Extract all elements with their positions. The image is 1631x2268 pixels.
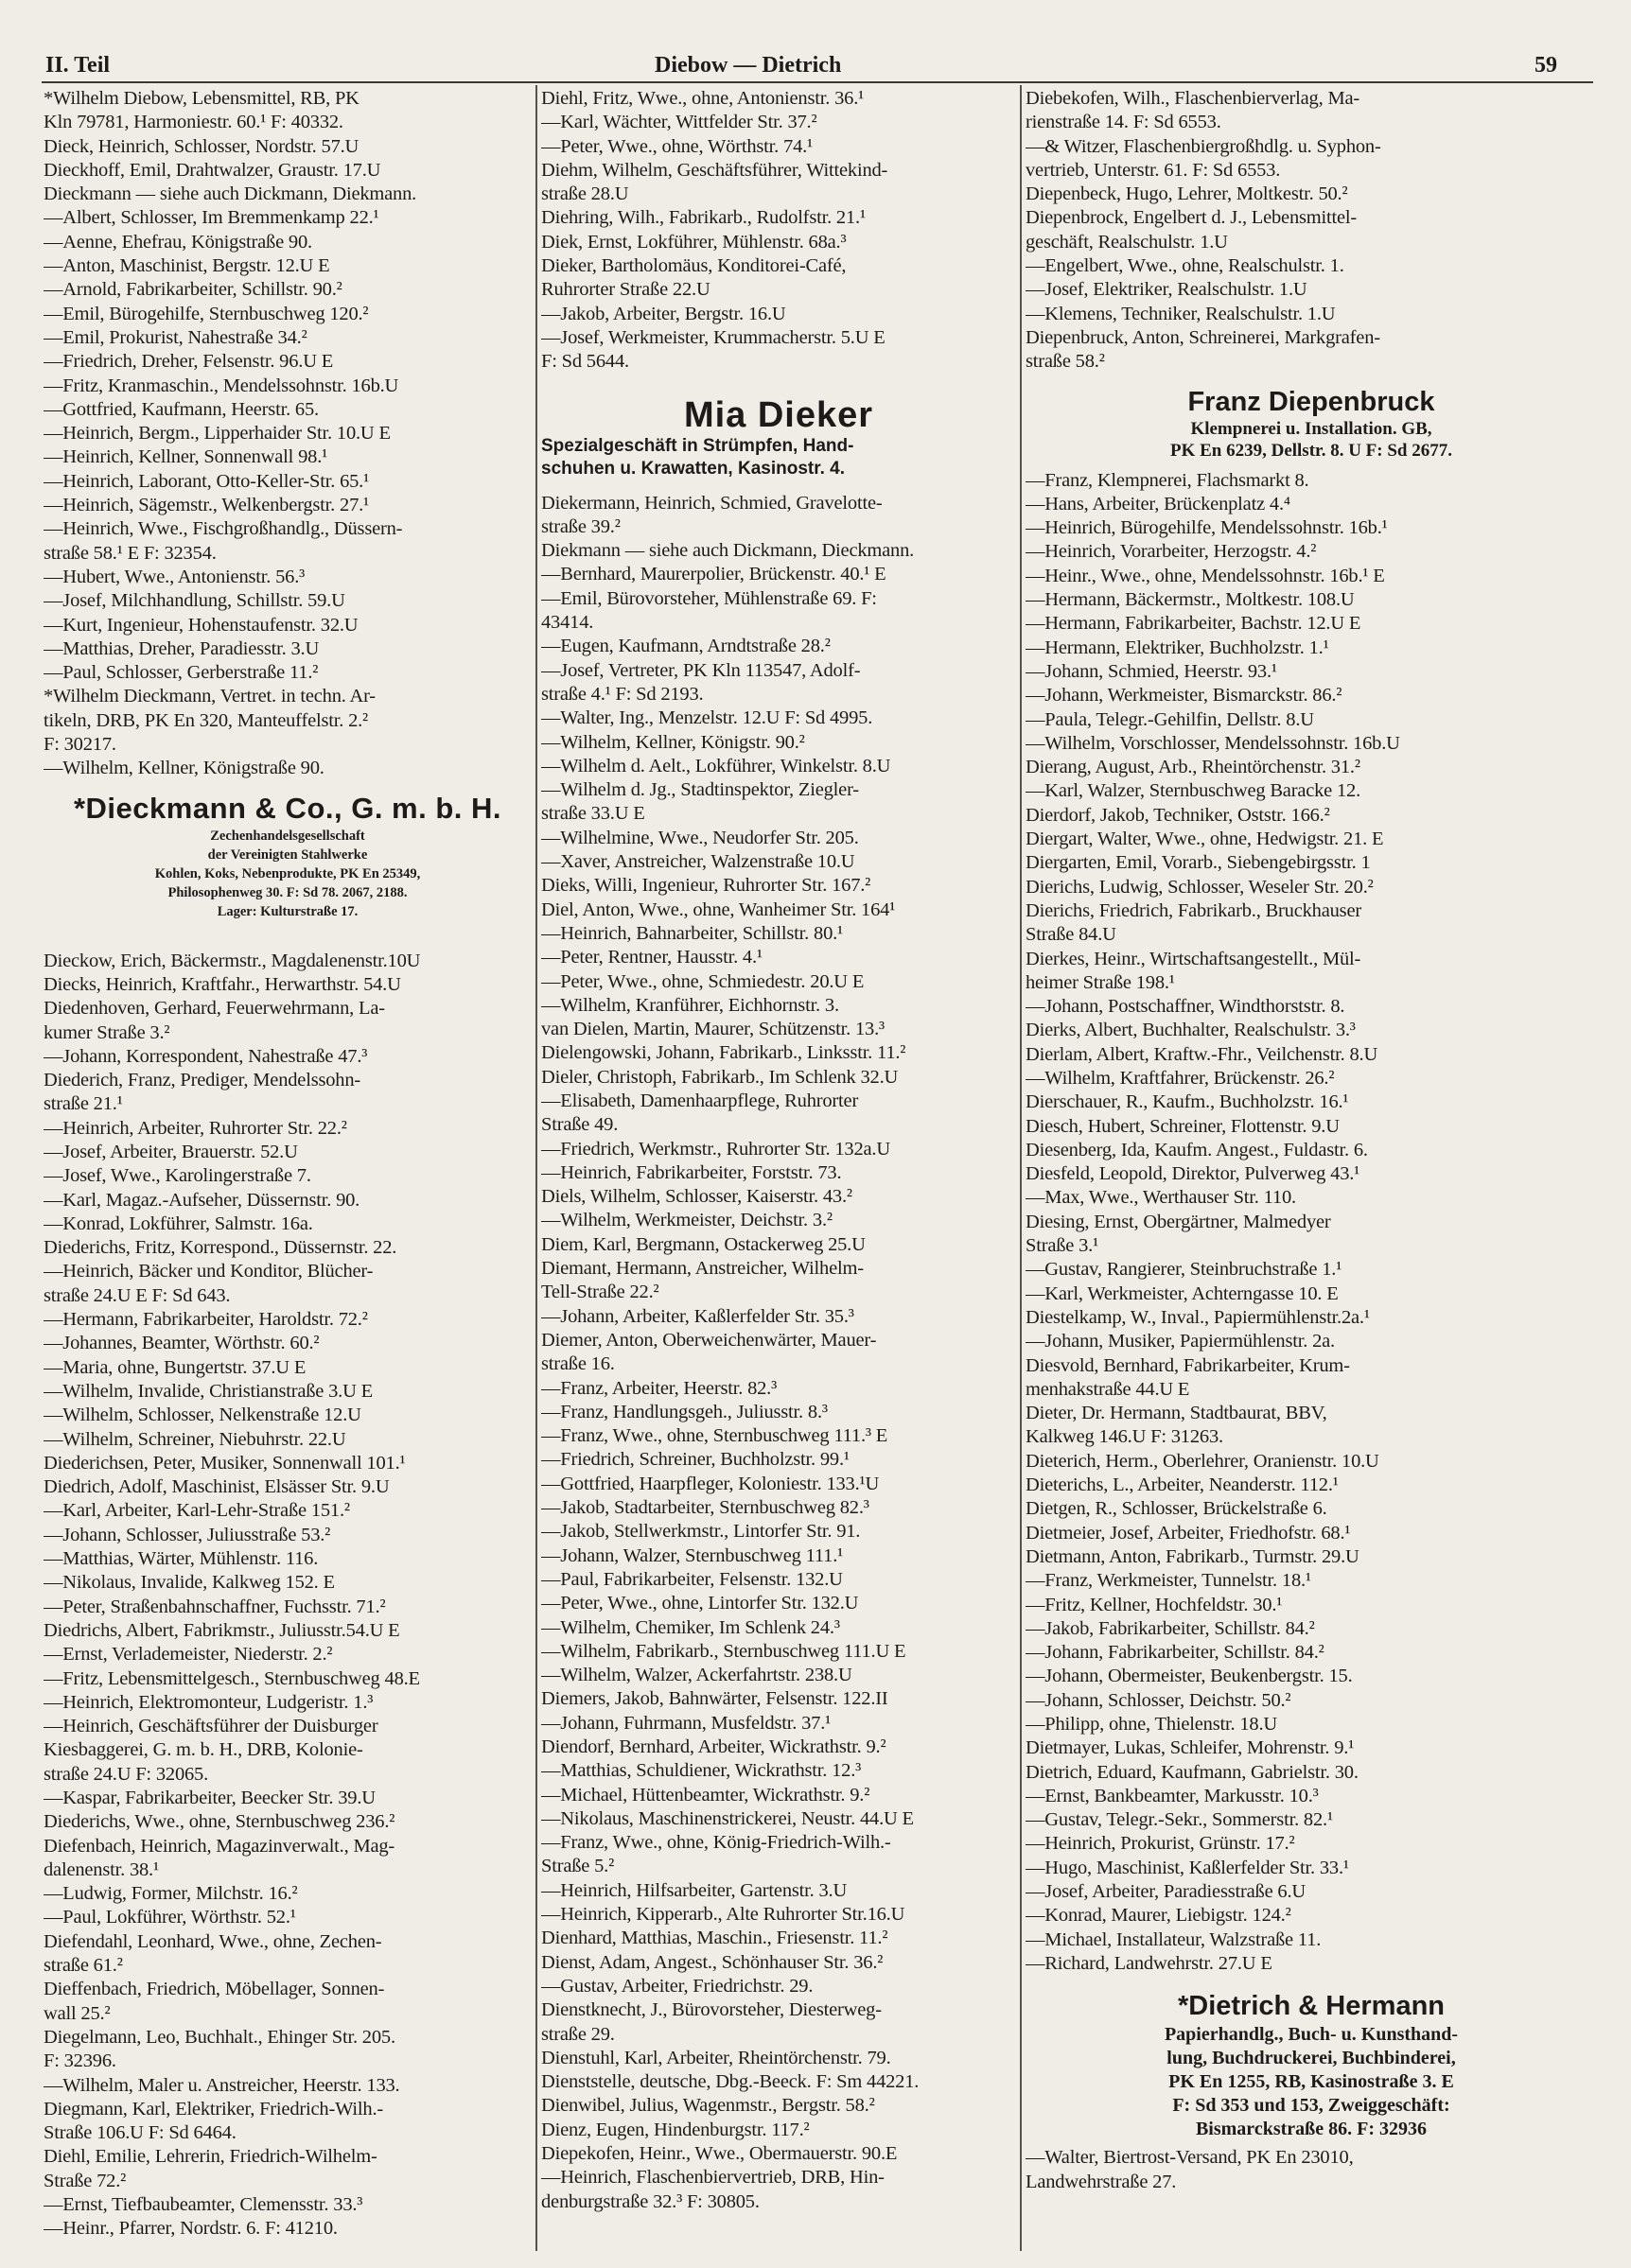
directory-entry-line: Straße 72.² <box>44 2170 127 2191</box>
directory-entry-line: —Walter, Biertrost-Versand, PK En 23010, <box>1026 2147 1354 2169</box>
directory-entry-line: Diem, Karl, Bergmann, Ostackerweg 25.U <box>541 1233 866 1255</box>
directory-entry-line: —Karl, Wächter, Wittfelder Str. 37.² <box>541 112 817 133</box>
directory-entry-line: —Johann, Postschaffner, Windthorststr. 8. <box>1026 996 1345 1018</box>
directory-entry-line: —Karl, Arbeiter, Karl-Lehr-Straße 151.² <box>44 1500 350 1522</box>
directory-entry-line: —Heinrich, Laborant, Otto-Keller-Str. 65.¹ <box>44 470 370 492</box>
directory-entry-line: Diehring, Wilh., Fabrikarb., Rudolfstr. 21.¹ <box>541 207 866 229</box>
directory-entry-line: straße 28.U <box>541 183 629 205</box>
directory-entry-line: —Kaspar, Fabrikarbeiter, Beecker Str. 39.U <box>44 1788 376 1808</box>
directory-entry-line: —Johann, Obermeister, Beukenbergstr. 15. <box>1026 1666 1353 1687</box>
directory-entry-line: —Peter, Straßenbahnschaffner, Fuchsstr. 71.² <box>44 1596 386 1617</box>
directory-entry-line: —Heinrich, Bäcker und Konditor, Blücher- <box>44 1261 374 1282</box>
directory-entry-line: —Karl, Walzer, Sternbuschweg Baracke 12. <box>1026 780 1361 802</box>
column-divider <box>1020 85 1022 2251</box>
directory-entry-line: Diesenberg, Ida, Kaufm. Angest., Fuldastr. 6. <box>1026 1139 1368 1160</box>
directory-entry-line: —Franz, Handlungsgeh., Juliusstr. 8.³ <box>541 1401 828 1422</box>
directory-entry-line: Kiesbaggerei, G. m. b. H., DRB, Kolonie- <box>44 1739 363 1761</box>
directory-entry-line: —Hermann, Fabrikarbeiter, Bachstr. 12.U E <box>1026 613 1361 635</box>
directory-entry-line: Dieffenbach, Friedrich, Möbellager, Sonnen- <box>44 1979 385 2000</box>
directory-entry-line: —Gustav, Rangierer, Steinbruchstraße 1.¹ <box>1026 1259 1342 1281</box>
directory-entry-line: —Johann, Walzer, Sternbuschweg 111.¹ <box>541 1544 844 1566</box>
directory-entry-line: —Gottfried, Kaufmann, Heerstr. 65. <box>44 398 319 420</box>
directory-entry-line: —Heinrich, Arbeiter, Ruhrorter Str. 22.² <box>44 1117 347 1139</box>
directory-entry-line: Dieckhoff, Emil, Drahtwalzer, Graustr. 17.U <box>44 159 381 181</box>
directory-entry-line: straße 39.² <box>541 515 621 537</box>
directory-entry-line: Dierichs, Friedrich, Fabrikarb., Bruckhauser <box>1026 899 1361 921</box>
directory-entry-line: —Heinrich, Vorarbeiter, Herzogstr. 4.² <box>1026 541 1317 563</box>
advertisement-line: PK En 1255, RB, Kasinostraße 3. E <box>1168 2071 1454 2093</box>
directory-entry-line: —Heinrich, Elektromonteur, Ludgeristr. 1.³ <box>44 1691 374 1713</box>
advertisement-line: F: Sd 353 und 153, Zweiggeschäft: <box>1172 2095 1450 2117</box>
directory-entry-line: —Paul, Fabrikarbeiter, Felsenstr. 132.U <box>541 1568 843 1590</box>
directory-entry-line: —Peter, Wwe., ohne, Wörthstr. 74.¹ <box>541 135 813 157</box>
directory-entry-line: straße 16. <box>541 1353 615 1375</box>
directory-entry-line: —Jakob, Fabrikarbeiter, Schillstr. 84.² <box>1026 1617 1315 1639</box>
advertisement-title: *Dietrich & Hermann <box>1177 1991 1445 2022</box>
directory-entry-line: —Ludwig, Former, Milchstr. 16.² <box>44 1883 298 1905</box>
directory-entry-line: Diemers, Jakob, Bahnwärter, Felsenstr. 122.II <box>541 1688 888 1710</box>
directory-entry-line: Diel, Anton, Wwe., ohne, Wanheimer Str. 164¹ <box>541 898 896 920</box>
directory-entry-line: —Josef, Wwe., Karolingerstraße 7. <box>44 1165 311 1187</box>
directory-entry-line: —Heinrich, Bahnarbeiter, Schillstr. 80.¹ <box>541 922 843 944</box>
directory-entry-line: wall 25.² <box>44 2002 111 2024</box>
directory-entry-line: —Jakob, Stadtarbeiter, Sternbuschweg 82.³ <box>541 1497 869 1519</box>
directory-entry-line: —Peter, Rentner, Hausstr. 4.¹ <box>541 947 763 968</box>
directory-entry-line: —Johann, Arbeiter, Kaßlerfelder Str. 35.³ <box>541 1305 854 1327</box>
directory-entry-line: Kalkweg 146.U F: 31263. <box>1026 1426 1223 1448</box>
directory-entry-line: —Heinrich, Kipperarb., Alte Ruhrorter Str.16.U <box>541 1904 905 1926</box>
directory-entry-line: —Wilhelm, Vorschlosser, Mendelssohnstr. 16b.U <box>1026 732 1400 754</box>
directory-entry-line: Diehm, Wilhelm, Geschäftsführer, Wittekind- <box>541 159 888 181</box>
directory-entry-line: straße 24.U E F: Sd 643. <box>44 1284 231 1306</box>
directory-entry-line: Diegmann, Karl, Elektriker, Friedrich-Wilh.- <box>44 2098 383 2120</box>
directory-entry-line: —Heinrich, Flaschenbiervertrieb, DRB, Hin- <box>541 2167 885 2189</box>
directory-entry-line: —Wilhelm, Kellner, Königstr. 90.² <box>541 731 805 753</box>
directory-entry-line: —Gottfried, Haarpfleger, Koloniestr. 133.¹U <box>541 1473 880 1494</box>
directory-entry-line: Diendorf, Bernhard, Arbeiter, Wickrathstr. 9.² <box>541 1736 886 1757</box>
directory-entry-line: Dietmayer, Lukas, Schleifer, Mohrenstr. 9.¹ <box>1026 1737 1355 1759</box>
directory-entry-line: —Karl, Magaz.-Aufseher, Düssernstr. 90. <box>44 1189 360 1211</box>
directory-entry-line: —Hermann, Elektriker, Buchholzstr. 1.¹ <box>1026 637 1329 658</box>
directory-entry-line: straße 24.U F: 32065. <box>44 1763 209 1785</box>
directory-entry-line: Diepenbrock, Engelbert d. J., Lebensmittel- <box>1026 207 1358 229</box>
directory-entry-line: —Franz, Werkmeister, Tunnelstr. 18.¹ <box>1026 1570 1311 1592</box>
directory-entry-line: —Michael, Hüttenbeamter, Wickrathstr. 9.² <box>541 1784 870 1806</box>
directory-entry-line: Dieterich, Herm., Oberlehrer, Oranienstr. 10.U <box>1026 1450 1379 1472</box>
directory-entry-line: —Johann, Schlosser, Juliusstraße 53.² <box>44 1524 331 1545</box>
column-middle <box>541 87 1016 2214</box>
directory-entry-line: Dierschauer, R., Kaufm., Buchholzstr. 16.¹ <box>1026 1091 1349 1113</box>
directory-entry-line: —Walter, Ing., Menzelstr. 12.U F: Sd 4995. <box>541 707 873 729</box>
directory-entry-line: Diek, Ernst, Lokführer, Mühlenstr. 68a.³ <box>541 231 847 253</box>
section-label: II. Teil <box>45 53 111 78</box>
directory-entry-line: —Ernst, Bankbeamter, Markusstr. 10.³ <box>1026 1785 1319 1806</box>
directory-entry-line: —Franz, Klempnerei, Flachsmarkt 8. <box>1026 469 1309 491</box>
directory-entry-line: Tell-Straße 22.² <box>541 1282 659 1303</box>
directory-entry-line: Landwehrstraße 27. <box>1026 2171 1177 2192</box>
directory-entry-line: —Wilhelm, Werkmeister, Deichstr. 3.² <box>541 1210 833 1231</box>
directory-entry-line: —Wilhelm, Schlosser, Nelkenstraße 12.U <box>44 1404 361 1426</box>
page-range-title: Diebow — Dietrich <box>655 53 842 78</box>
column-right <box>1026 87 1597 2194</box>
directory-entry-line: Diemer, Anton, Oberweichenwärter, Mauer- <box>541 1329 877 1351</box>
directory-entry-line: heimer Straße 198.¹ <box>1026 971 1175 993</box>
directory-entry-line: —Franz, Arbeiter, Heerstr. 82.³ <box>541 1377 778 1399</box>
directory-entry-line: —Fritz, Lebensmittelgesch., Sternbuschweg 48.E <box>44 1667 420 1689</box>
directory-entry-line: Dieter, Dr. Hermann, Stadtbaurat, BBV, <box>1026 1403 1327 1424</box>
directory-entry-line: —Hugo, Maschinist, Kaßlerfelder Str. 33.¹ <box>1026 1857 1349 1878</box>
directory-entry-line: —Maria, ohne, Bungertstr. 37.U E <box>44 1356 307 1378</box>
directory-entry-line: —Wilhelm d. Jg., Stadtinspektor, Ziegler- <box>541 779 859 801</box>
directory-entry-line: —Emil, Bürogehilfe, Sternbuschweg 120.² <box>44 303 369 324</box>
directory-entry-line: Diefendahl, Leonhard, Wwe., ohne, Zechen- <box>44 1930 382 1952</box>
directory-entry-line: Straße 5.² <box>541 1856 615 1877</box>
directory-entry-line: Dieker, Bartholomäus, Konditorei-Café, <box>541 255 847 277</box>
directory-entry-line: —Ernst, Verlademeister, Niederstr. 2.² <box>44 1644 333 1666</box>
directory-entry-line: Diergarten, Emil, Vorarb., Siebengebirgsstr. 1 <box>1026 852 1371 874</box>
directory-entry-line: —Matthias, Wärter, Mühlenstr. 116. <box>44 1548 319 1570</box>
directory-entry-line: Diepekofen, Heinr., Wwe., Obermauerstr. 90.E <box>541 2143 898 2165</box>
column-divider <box>535 85 537 2251</box>
directory-entry-line: —Friedrich, Werkmstr., Ruhrorter Str. 132a.U <box>541 1138 890 1160</box>
directory-entry-line: Diepenbruck, Anton, Schreinerei, Markgrafen- <box>1026 326 1380 348</box>
directory-entry-line: —Bernhard, Maurerpolier, Brückenstr. 40.¹ E <box>541 564 886 585</box>
advertisement-line: Spezialgeschäft in Strümpfen, Hand- <box>541 435 854 456</box>
directory-entry-line: —Elisabeth, Damenhaarpflege, Ruhrorter <box>541 1090 859 1111</box>
directory-entry-line: —Josef, Elektriker, Realschulstr. 1.U <box>1026 279 1307 301</box>
directory-entry-line: —Heinr., Pfarrer, Nordstr. 6. F: 41210. <box>44 2218 338 2240</box>
directory-entry-line: Dieck, Heinrich, Schlosser, Nordstr. 57.U <box>44 135 360 157</box>
directory-entry-line: —Paul, Schlosser, Gerberstraße 11.² <box>44 662 319 684</box>
directory-entry-line: Dietmann, Anton, Fabrikarb., Turmstr. 29.U <box>1026 1545 1359 1567</box>
directory-entry-line: —Hermann, Fabrikarbeiter, Haroldstr. 72.² <box>44 1309 368 1331</box>
directory-entry-line: Diegelmann, Leo, Buchhalt., Ehinger Str. 205. <box>44 2026 395 2048</box>
directory-entry-line: —Fritz, Kranmaschin., Mendelssohnstr. 16b.U <box>44 375 399 396</box>
advertisement-line: PK En 6239, Dellstr. 8. U F: Sd 2677. <box>1169 440 1453 461</box>
directory-entry-line: —Karl, Werkmeister, Achterngasse 10. E <box>1026 1282 1339 1304</box>
directory-entry-line: Diekmann — siehe auch Dickmann, Dieckmann. <box>541 540 915 562</box>
advertisement-line: Klempnerei u. Installation. GB, <box>1190 418 1432 439</box>
header-rule <box>42 81 1593 83</box>
directory-entry-line: —Konrad, Maurer, Liebigstr. 124.² <box>1026 1905 1291 1927</box>
page-number: 59 <box>1535 53 1557 78</box>
directory-entry-line: —Paul, Lokführer, Wörthstr. 52.¹ <box>44 1907 296 1928</box>
directory-entry-line: —Johann, Fuhrmann, Musfeldstr. 37.¹ <box>541 1712 832 1734</box>
directory-entry-line: —Aenne, Ehefrau, Königstraße 90. <box>44 231 312 253</box>
directory-entry-line: Diederichs, Wwe., ohne, Sternbuschweg 236.² <box>44 1811 395 1833</box>
directory-entry-line: —Klemens, Techniker, Realschulstr. 1.U <box>1026 303 1336 324</box>
directory-entry-line: Diesing, Ernst, Obergärtner, Malmedyer <box>1026 1211 1331 1232</box>
directory-entry-line: —Johann, Schmied, Heerstr. 93.¹ <box>1026 660 1277 682</box>
advertisement <box>541 375 1016 492</box>
directory-entry-line: menhakstraße 44.U E <box>1026 1378 1190 1400</box>
directory-entry-line: —Johann, Schlosser, Deichstr. 50.² <box>1026 1689 1291 1711</box>
directory-entry-line: Dienstuhl, Karl, Arbeiter, Rheintörchenstr. 79. <box>541 2047 891 2068</box>
directory-entry-line: —Wilhelm, Schreiner, Niebuhrstr. 22.U <box>44 1428 346 1450</box>
directory-entry-line: Dienz, Eugen, Hindenburgstr. 117.² <box>541 2119 810 2140</box>
advertisement-line: Kohlen, Koks, Nebenprodukte, PK En 25349, <box>154 865 421 881</box>
directory-entry-line: Diecks, Heinrich, Kraftfahr., Herwarthstr. 54.U <box>44 973 401 995</box>
directory-entry-line: straße 58.² <box>1026 351 1105 373</box>
directory-entry-line: —Johann, Fabrikarbeiter, Schillstr. 84.² <box>1026 1642 1324 1664</box>
directory-entry-line: Diedenhoven, Gerhard, Feuerwehrmann, La- <box>44 998 385 1020</box>
directory-entry-line: —Matthias, Schuldiener, Wickrathstr. 12.³ <box>541 1760 862 1782</box>
directory-entry-line: Diefenbach, Heinrich, Magazinverwalt., Mag- <box>44 1835 395 1857</box>
directory-entry-line: Straße 49. <box>541 1114 619 1136</box>
directory-entry-line: Dierichs, Ludwig, Schlosser, Weseler Str. 20.² <box>1026 876 1374 898</box>
directory-entry-line: vertrieb, Unterstr. 61. F: Sd 6553. <box>1026 159 1281 181</box>
directory-entry-line: —Anton, Maschinist, Bergstr. 12.U E <box>44 255 330 277</box>
directory-entry-line: —Heinrich, Bürogehilfe, Mendelssohnstr. 16b.¹ <box>1026 517 1388 539</box>
directory-entry-line: Dierkes, Heinr., Wirtschaftsangestellt., Mül- <box>1026 948 1361 969</box>
directory-entry-line: —Nikolaus, Maschinenstrickerei, Neustr. 44.U E <box>541 1807 914 1829</box>
directory-entry-line: —Johann, Korrespondent, Nahestraße 47.³ <box>44 1045 368 1067</box>
advertisement-line: Zechenhandelsgesellschaft <box>210 828 365 844</box>
directory-entry-line: —Wilhelm, Fabrikarb., Sternbuschweg 111.U E <box>541 1640 906 1662</box>
directory-entry-line: —Wilhelmine, Wwe., Neudorfer Str. 205. <box>541 827 859 848</box>
directory-entry-line: Diehl, Fritz, Wwe., ohne, Antonienstr. 36.¹ <box>541 88 865 109</box>
directory-entry-line: Dieckow, Erich, Bäckermstr., Magdalenenstr.10U <box>44 950 421 971</box>
directory-entry-line: —Heinrich, Hilfsarbeiter, Gartenstr. 3.U <box>541 1879 848 1901</box>
directory-entry-line: *Wilhelm Dieckmann, Vertret. in techn. Ar- <box>44 686 376 707</box>
advertisement-line: lung, Buchdruckerei, Buchbinderei, <box>1166 2048 1456 2069</box>
advertisement <box>1026 375 1597 469</box>
directory-entry-line: van Dielen, Martin, Maurer, Schützenstr. 13.³ <box>541 1019 885 1040</box>
directory-entry-line: tikeln, DRB, PK En 320, Manteuffelstr. 2.² <box>44 709 369 731</box>
directory-entry-line: —Matthias, Dreher, Paradiesstr. 3.U <box>44 637 320 659</box>
directory-entry-line: denburgstraße 32.³ F: 30805. <box>541 2190 760 2212</box>
directory-entry-line: —Franz, Wwe., ohne, König-Friedrich-Wilh.- <box>541 1832 891 1854</box>
directory-entry-line: —Heinrich, Prokurist, Grünstr. 17.² <box>1026 1833 1295 1855</box>
directory-entry-line: —Albert, Schlosser, Im Bremmenkamp 22.¹ <box>44 207 379 229</box>
directory-entry-line: —Josef, Arbeiter, Paradiesstraße 6.U <box>1026 1881 1306 1903</box>
directory-entry-line: —Konrad, Lokführer, Salmstr. 16a. <box>44 1213 313 1234</box>
directory-entry-line: Dierks, Albert, Buchhalter, Realschulstr. 3.³ <box>1026 1020 1356 1041</box>
directory-entry-line: geschäft, Realschulstr. 1.U <box>1026 231 1228 253</box>
directory-entry-line: Diederich, Franz, Prediger, Mendelssohn- <box>44 1070 361 1091</box>
directory-entry-line: Dieks, Willi, Ingenieur, Ruhrorter Str. 167.² <box>541 875 871 897</box>
directory-entry-line: —Wilhelm, Kraftfahrer, Brückenstr. 26.² <box>1026 1067 1335 1089</box>
directory-entry-line: Dierdorf, Jakob, Techniker, Oststr. 166.² <box>1026 804 1330 826</box>
directory-entry-line: straße 33.U E <box>541 803 645 825</box>
directory-entry-line: Diederichsen, Peter, Musiker, Sonnenwall 101.¹ <box>44 1452 406 1474</box>
advertisement-title: *Dieckmann & Co., G. m. b. H. <box>73 791 502 825</box>
directory-entry-line: —Johann, Musiker, Papiermühlenstr. 2a. <box>1026 1331 1335 1352</box>
directory-entry-line: —Wilhelm, Maler u. Anstreicher, Heerstr. 133. <box>44 2074 400 2096</box>
directory-entry-line: Dienwibel, Julius, Wagenmstr., Bergstr. 58.² <box>541 2095 875 2117</box>
directory-entry-line: —Wilhelm, Kellner, Königstraße 90. <box>44 758 324 779</box>
directory-entry-line: Dienhard, Matthias, Maschin., Friesenstr. 11.² <box>541 1928 888 1949</box>
column-left <box>44 87 532 2242</box>
directory-entry-line: —Josef, Arbeiter, Brauerstr. 52.U <box>44 1141 298 1162</box>
directory-entry-line: —Heinrich, Bergm., Lipperhaider Str. 10.U E <box>44 423 391 445</box>
directory-entry-line: —Philipp, ohne, Thielenstr. 18.U <box>1026 1714 1277 1735</box>
directory-entry-line: *Wilhelm Diebow, Lebensmittel, RB, PK <box>44 88 360 109</box>
directory-entry-line: —Heinrich, Sägemstr., Welkenbergstr. 27.¹ <box>44 495 369 516</box>
directory-entry-line: —Johann, Werkmeister, Bismarckstr. 86.² <box>1026 685 1342 707</box>
directory-entry-line: —Eugen, Kaufmann, Arndtstraße 28.² <box>541 636 831 657</box>
directory-entry-line: Straße 3.¹ <box>1026 1235 1099 1257</box>
directory-entry-line: Diepenbeck, Hugo, Lehrer, Moltkestr. 50.² <box>1026 183 1348 205</box>
directory-entry-line: Diesvold, Bernhard, Fabrikarbeiter, Krum- <box>1026 1354 1350 1376</box>
advertisement-line: Bismarckstraße 86. F: 32936 <box>1195 2119 1428 2140</box>
directory-entry-line: Diesch, Hubert, Schreiner, Flottenstr. 9.U <box>1026 1115 1340 1137</box>
directory-entry-line: —Heinr., Wwe., ohne, Mendelssohnstr. 16b.¹ E <box>1026 565 1385 586</box>
directory-entry-line: Dierlam, Albert, Kraftw.-Fhr., Veilchenstr. 8.U <box>1026 1043 1378 1065</box>
advertisement <box>1026 1976 1597 2146</box>
directory-entry-line: —Arnold, Fabrikarbeiter, Schillstr. 90.² <box>44 279 342 301</box>
directory-entry-line: —Kurt, Ingenieur, Hohenstaufenstr. 32.U <box>44 614 359 636</box>
directory-entry-line: —Josef, Werkmeister, Krummacherstr. 5.U E <box>541 326 886 348</box>
directory-entry-line: —Emil, Prokurist, Nahestraße 34.² <box>44 326 307 348</box>
directory-entry-line: Diedrich, Adolf, Maschinist, Elsässer Str. 9.U <box>44 1476 390 1498</box>
directory-entry-line: —Heinrich, Wwe., Fischgroßhandlg., Düssern- <box>44 518 403 540</box>
directory-entry-line: 43414. <box>541 612 594 634</box>
advertisement <box>44 781 532 950</box>
directory-entry-line: —Franz, Wwe., ohne, Sternbuschweg 111.³ E <box>541 1425 888 1447</box>
directory-entry-line: —Hans, Arbeiter, Brückenplatz 4.⁴ <box>1026 493 1290 515</box>
directory-entry-line: —Wilhelm, Invalide, Christianstraße 3.U E <box>44 1380 373 1402</box>
directory-entry-line: Kln 79781, Harmoniestr. 60.¹ F: 40332. <box>44 112 343 133</box>
directory-entry-line: straße 61.² <box>44 1955 123 1977</box>
advertisement-line: Papierhandlg., Buch- u. Kunsthand- <box>1164 2024 1459 2046</box>
directory-entry-line: —Nikolaus, Invalide, Kalkweg 152. E <box>44 1572 335 1594</box>
directory-entry-line: Straße 106.U F: Sd 6464. <box>44 2122 237 2144</box>
directory-entry-line: —Gustav, Telegr.-Sekr., Sommerstr. 82.¹ <box>1026 1809 1333 1831</box>
directory-entry-line: Diestelkamp, W., Inval., Papiermühlenstr.2a.¹ <box>1026 1306 1370 1328</box>
directory-entry-line: —Josef, Milchhandlung, Schillstr. 59.U <box>44 590 345 612</box>
directory-entry-line: —Hermann, Bäckermstr., Moltkestr. 108.U <box>1026 589 1355 611</box>
directory-entry-line: —Johannes, Beamter, Wörthstr. 60.² <box>44 1333 320 1354</box>
directory-entry-line: Dieler, Christoph, Fabrikarb., Im Schlenk 32.U <box>541 1066 899 1088</box>
directory-entry-line: Straße 84.U <box>1026 924 1116 946</box>
directory-entry-line: Dierang, August, Arb., Rheintörchenstr. 31.² <box>1026 757 1360 778</box>
directory-entry-line: —Max, Wwe., Werthauser Str. 110. <box>1026 1187 1296 1209</box>
directory-entry-line: Dieterichs, L., Arbeiter, Neanderstr. 112.¹ <box>1026 1474 1339 1496</box>
directory-entry-line: Dietrich, Eduard, Kaufmann, Gabrielstr. 30. <box>1026 1761 1359 1783</box>
directory-entry-line: Dienst, Adam, Angest., Schönhauser Str. 36.² <box>541 1951 884 1973</box>
directory-entry-line: Diesfeld, Leopold, Direktor, Pulverweg 43.¹ <box>1026 1163 1360 1185</box>
directory-entry-line: straße 4.¹ F: Sd 2193. <box>541 683 704 705</box>
advertisement-line: Philosophenweg 30. F: Sd 78. 2067, 2188. <box>167 884 408 900</box>
directory-entry-line: —Xaver, Anstreicher, Walzenstraße 10.U <box>541 851 855 873</box>
directory-entry-line: F: 30217. <box>44 734 116 756</box>
directory-entry-line: straße 21.¹ <box>44 1093 123 1115</box>
directory-entry-line: —Heinrich, Fabrikarbeiter, Forststr. 73. <box>541 1161 842 1183</box>
directory-entry-line: —Wilhelm, Walzer, Ackerfahrtstr. 238.U <box>541 1665 852 1686</box>
directory-entry-line: —Engelbert, Wwe., ohne, Realschulstr. 1. <box>1026 255 1344 277</box>
directory-entry-line: —Wilhelm d. Aelt., Lokführer, Winkelstr. 8.U <box>541 755 891 776</box>
directory-entry-line: —Richard, Landwehrstr. 27.U E <box>1026 1952 1272 1974</box>
directory-entry-line: —Ernst, Tiefbaubeamter, Clemensstr. 33.³ <box>44 2194 363 2216</box>
directory-entry-line: —Fritz, Kellner, Hochfeldstr. 30.¹ <box>1026 1594 1283 1615</box>
directory-entry-line: Dienstknecht, J., Bürovorsteher, Diesterweg- <box>541 1999 882 2021</box>
directory-entry-line: —Jakob, Arbeiter, Bergstr. 16.U <box>541 303 786 324</box>
advertisement-title: Mia Dieker <box>683 394 874 435</box>
directory-entry-line: —Paula, Telegr.-Gehilfin, Dellstr. 8.U <box>1026 708 1314 730</box>
directory-entry-line: —Wilhelm, Kranführer, Eichhornstr. 3. <box>541 994 839 1016</box>
directory-entry-line: kumer Straße 3.² <box>44 1021 170 1043</box>
advertisement-line: schuhen u. Krawatten, Kasinostr. 4. <box>541 458 845 479</box>
directory-entry-line: —Wilhelm, Chemiker, Im Schlenk 24.³ <box>541 1616 840 1638</box>
directory-entry-line: —Heinrich, Kellner, Sonnenwall 98.¹ <box>44 446 328 468</box>
directory-entry-line: Diederichs, Fritz, Korrespond., Düssernstr. 22. <box>44 1237 397 1259</box>
directory-entry-line: Dietmeier, Josef, Arbeiter, Friedhofstr. 68.¹ <box>1026 1522 1351 1544</box>
directory-entry-line: —Michael, Installateur, Walzstraße 11. <box>1026 1928 1322 1950</box>
directory-entry-line: Diebekofen, Wilh., Flaschenbierverlag, Ma- <box>1026 88 1360 109</box>
directory-entry-line: F: 32396. <box>44 2050 116 2072</box>
directory-entry-line: F: Sd 5644. <box>541 351 629 373</box>
directory-entry-line: —Friedrich, Dreher, Felsenstr. 96.U E <box>44 351 334 373</box>
directory-entry-line: —Friedrich, Schreiner, Buchholzstr. 99.¹ <box>541 1449 850 1471</box>
directory-entry-line: Dienststelle, deutsche, Dbg.-Beeck. F: Sm 44221. <box>541 2071 920 2093</box>
advertisement-line: der Vereinigten Stahlwerke <box>207 846 368 863</box>
directory-entry-line: —Hubert, Wwe., Antonienstr. 56.³ <box>44 566 306 587</box>
directory-entry-line: —& Witzer, Flaschenbiergroßhdlg. u. Syphon- <box>1026 135 1381 157</box>
advertisement-line: Lager: Kulturstraße 17. <box>217 903 359 919</box>
directory-entry-line: dalenenstr. 38.¹ <box>44 1858 159 1880</box>
directory-entry-line: —Jakob, Stellwerkmstr., Lintorfer Str. 91. <box>541 1521 861 1543</box>
directory-entry-line: —Peter, Wwe., ohne, Lintorfer Str. 132.U <box>541 1593 859 1614</box>
directory-entry-line: Dielengowski, Johann, Fabrikarb., Linksstr. 11.² <box>541 1042 906 1064</box>
directory-entry-line: —Emil, Bürovorsteher, Mühlenstraße 69. F: <box>541 587 877 609</box>
directory-entry-line: Ruhrorter Straße 22.U <box>541 279 710 301</box>
directory-entry-line: rienstraße 14. F: Sd 6553. <box>1026 112 1221 133</box>
advertisement-title: Franz Diepenbruck <box>1187 386 1435 417</box>
directory-entry-line: Diergart, Walter, Wwe., ohne, Hedwigstr. 21. E <box>1026 829 1384 850</box>
directory-entry-line: Diekermann, Heinrich, Schmied, Gravelotte- <box>541 492 883 514</box>
directory-entry-line: —Gustav, Arbeiter, Friedrichstr. 29. <box>541 1975 814 1997</box>
directory-entry-line: Dieckmann — siehe auch Dickmann, Diekmann. <box>44 183 417 205</box>
directory-entry-line: straße 29. <box>541 2023 615 2045</box>
directory-entry-line: straße 58.¹ E F: 32354. <box>44 542 217 564</box>
directory-entry-line: —Peter, Wwe., ohne, Schmiedestr. 20.U E <box>541 970 865 992</box>
directory-entry-line: Dietgen, R., Schlosser, Brückelstraße 6. <box>1026 1498 1327 1520</box>
directory-entry-line: —Josef, Vertreter, PK Kln 113547, Adolf- <box>541 659 861 681</box>
directory-entry-line: Diehl, Emilie, Lehrerin, Friedrich-Wilhelm- <box>44 2146 377 2168</box>
directory-entry-line: —Heinrich, Geschäftsführer der Duisburger <box>44 1716 378 1737</box>
directory-entry-line: Diemant, Hermann, Anstreicher, Wilhelm- <box>541 1258 864 1280</box>
directory-entry-line: Diels, Wilhelm, Schlosser, Kaiserstr. 43.² <box>541 1186 852 1208</box>
directory-entry-line: Diedrichs, Albert, Fabrikmstr., Juliusstr.54.U E <box>44 1619 400 1641</box>
